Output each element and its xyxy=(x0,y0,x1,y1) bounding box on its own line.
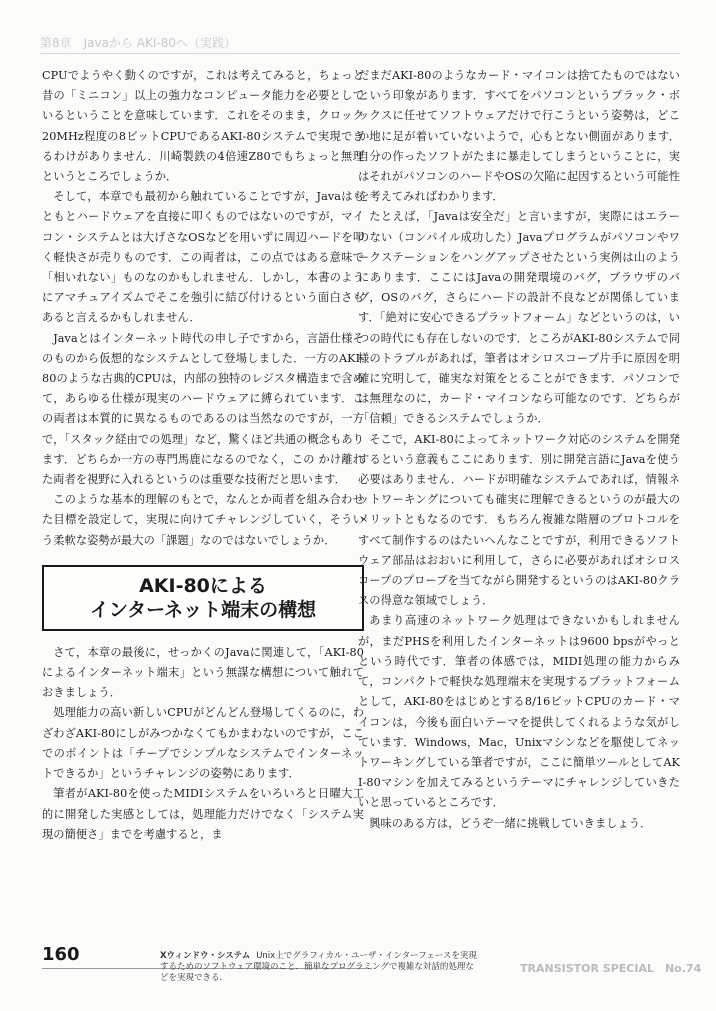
left-paragraph-3: Javaとはインターネット時代の申し子ですから，言語仕様そのものから仮想的なシステムとして登場しました．一方のAKI-80のような古典的CPUは，内部の独特のレジスタ構造まで含めて，あらゆる仕様が現実のハードウェアに縛られています．この両者は本質的に異なるものであるのは当然なのですが，一方で，「スタック経由での処理」など，驚くほど共通の概念もあります．どちらか一方の専門馬鹿になるのでなく，この かけ離れた両者を視野に入れるというのは重要な技術だと思います． xyxy=(42,331,364,487)
right-paragraph-3: そこで，AKI-80によってネットワーク対応のシステムを開発するという意義もここにあります．別に開発言語にJavaを使う必要はありません．ハードが明確なシステムであれば，情報ネットワーキングについても確実に理解できるというのが最大のメリットともなるのです．もちろん複雑な階層のプロトコルをすべて制作するのはたいへんなことですが，利用できるソフトウェア部品はおおいに利用して，さらに必要があればオシロスコープのプローブを当てながら開発するというのはAKI-80クラスの得意な領域でしょう． xyxy=(358,432,680,608)
footnote-term: Xウィンドウ・システム xyxy=(160,951,251,961)
right-paragraph-5: 興味のある方は，どうぞ一緒に挑戦していきましょう． xyxy=(369,816,652,830)
left-paragraph-2: そして，本章でも最初から触れていることですが，Javaはもともとハードウェアを直接に叩くものではないのですが，マイコン・システムとは大げさなOSなどを用いずに周辺ハードを叩く軽快さが売りものです．この両者は，この点ではある意味で「相いれない」ものなのかもしれません．しかし，本書のようにアマチュアイズムでそこを強引に結び付けるという面白さもあると言えるかもしれません． xyxy=(42,190,364,325)
left-paragraph-7: 筆者がAKI-80を使ったMIDIシステムをいろいろと日曜大工的に開発した実感としては，処理能力だけでなく「システム実現の簡便さ」までを考慮すると，ま xyxy=(42,787,364,841)
running-header: 第8章 Javaから AKI-80へ（実践） xyxy=(40,34,680,54)
section-heading-line-1: AKI-80による xyxy=(139,574,267,597)
section-heading-box xyxy=(42,565,364,631)
right-paragraph-1: だまだAKI-80のようなカード・マイコンは捨てたものではないという印象があります．すべてをパソコンというブラック・ボックスに任せてソフトウェアだけで行こうという姿勢は，どこか地に足が着いていないようで，心もとない側面があります．自分の作ったソフトがたまに暴走してしまうということに，実はそれがパソコンのハードやOSの欠陥に起因するという可能性を考えてみればわかります． xyxy=(358,69,680,204)
right-paragraph-4: あまり高速のネットワーク処理はできないかもしれませんが，まだPHSを利用したインターネットは9600 bpsがやっとという時代です．筆者の体感では，MIDI処理の能力からみて，コンパクトで軽快な処理端末を実現するプラットフォームとして，AKI-80をはじめとする8/16ビットCPUのカード・マイコンは，今後も面白いテーマを提供してくれるような気がしています．Windows，Mac，Unixマシンなどを駆使してネットワーキングしている筆者ですが，ここに簡単ツールとしてAKI-80マシンを加えてみるというテーマにチャレンジしていきたいと思っているところです． xyxy=(358,614,680,810)
right-column xyxy=(358,66,680,834)
left-paragraph-5: さて，本章の最後に，せっかくのJavaに関連して，「AKI-80によるインターネット端末」という無謀な構想について触れておきましょう． xyxy=(42,645,364,700)
left-paragraph-4: このような基本的理解のもとで，なんとか両者を組み合わせた目標を設定して，実現に向けてチャレンジしていく，そういう柔軟な姿勢が最大の「課題」なのではないでしょうか． xyxy=(42,493,364,547)
left-paragraph-6: 処理能力の高い新しいCPUがどんどん登場してくるのに，わざわざAKI-80にしがみつかなくてもかまわないのですが，ここでのポイントは「チープでシンプルなシステムでインターネットできるか」というチャレンジの姿勢にあります． xyxy=(42,706,364,781)
footnote xyxy=(160,951,480,984)
left-column xyxy=(42,66,364,845)
footer-brand: TRANSISTOR SPECIAL No.74 xyxy=(520,962,702,975)
left-paragraph-1: CPUでようやく動くのですが，これは考えてみると，ちょっと昔の「ミニコン」以上の強力なコンピュータ能力を必要としているということを意味しています．これをそのまま，クロック20MHz程度の8ビットCPUであるAKI-80システムで実現できるわけがありません．川崎製鉄の4倍速Z80でもちょっと無理というところでしょうか． xyxy=(42,69,364,184)
section-heading-line-2: インターネット端末の構想 xyxy=(89,598,317,621)
right-paragraph-2: たとえば，「Javaは安全だ」と言いますが，実際にはエラーのない（コンパイル成功した）Javaプログラムがパソコンやワークステーションをハングアップさせたという実例は山のようにあります．ここにはJavaの開発環境のバグ，ブラウザのバグ，OSのバグ，さらにハードの設計不良などが関係しています．「絶対に安心できるプラットフォーム」などというのは，いつの時代にも存在しないのです．ところがAKI-80システムで同様のトラブルがあれば，筆者はオシロスコープ片手に原因を明確に究明して，確実な対策をとることができます．パソコンでは無理なのに，カード・マイコンなら可能なのです．どちらが「信頼」できるシステムでしょうか． xyxy=(358,210,680,426)
page-number: 160 xyxy=(42,944,80,965)
footnote-text: Unix上でグラフィカル・ユーザ・インターフェースを実現するためのソフトウェア環境のこと．簡単なプログラミングで複雑な対話的処理などを実現できる． xyxy=(160,951,477,983)
